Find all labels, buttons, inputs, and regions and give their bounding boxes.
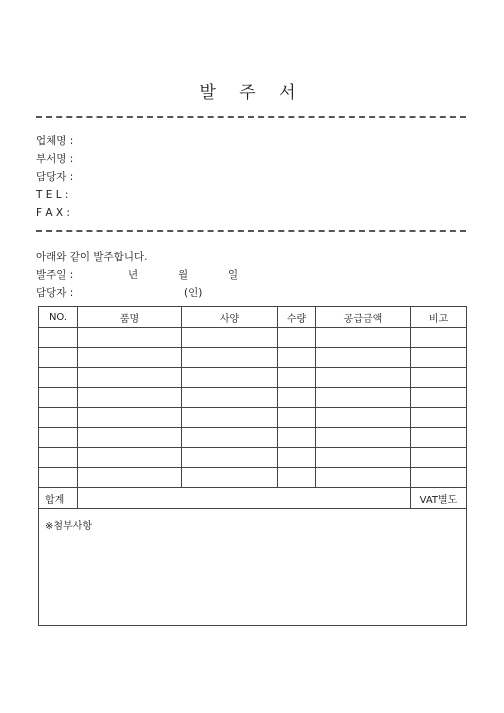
- header-no: NO.: [39, 307, 78, 328]
- table-cell[interactable]: [39, 388, 78, 408]
- attachment-cell[interactable]: [39, 509, 467, 626]
- table-row: [39, 468, 467, 488]
- table-cell[interactable]: [39, 468, 78, 488]
- table-cell[interactable]: [182, 368, 278, 388]
- table-cell[interactable]: [316, 328, 411, 348]
- table-cell[interactable]: [78, 468, 182, 488]
- table-cell[interactable]: [278, 328, 316, 348]
- attachment-label: ※첨부사항: [45, 521, 93, 532]
- table-cell[interactable]: [39, 428, 78, 448]
- table-cell[interactable]: [316, 408, 411, 428]
- table-cell[interactable]: [182, 328, 278, 348]
- order-date-day: 일: [228, 269, 239, 281]
- table-cell[interactable]: [78, 368, 182, 388]
- fax-label: F A X :: [36, 207, 70, 219]
- table-cell[interactable]: [278, 468, 316, 488]
- header-quantity: 수량: [278, 307, 316, 328]
- table-cell[interactable]: [39, 328, 78, 348]
- header-spec: 사양: [182, 307, 278, 328]
- table-cell[interactable]: [411, 348, 467, 368]
- table-cell[interactable]: [278, 348, 316, 368]
- order-date-month: 월: [178, 269, 189, 281]
- table-cell[interactable]: [278, 428, 316, 448]
- table-row: [39, 428, 467, 448]
- table-cell[interactable]: [78, 348, 182, 368]
- table-cell[interactable]: [39, 368, 78, 388]
- table-cell[interactable]: [316, 388, 411, 408]
- intro-text: 아래와 같이 발주합니다.: [36, 251, 148, 263]
- table-cell[interactable]: [39, 448, 78, 468]
- header-remarks: 비고: [411, 307, 467, 328]
- table-cell[interactable]: [182, 468, 278, 488]
- table-cell[interactable]: [182, 348, 278, 368]
- seal-mark: (인): [184, 287, 203, 299]
- table-cell[interactable]: [316, 368, 411, 388]
- table-header-row: [39, 307, 467, 328]
- table-row: [39, 388, 467, 408]
- order-date-label: 발주일 :: [36, 269, 74, 281]
- order-date-year: 년: [128, 269, 139, 281]
- table-cell[interactable]: [411, 328, 467, 348]
- table-cell[interactable]: [316, 468, 411, 488]
- document-title: 발 주 서: [199, 83, 305, 103]
- table-cell[interactable]: [278, 408, 316, 428]
- table-cell[interactable]: [78, 328, 182, 348]
- tel-label: T E L :: [36, 189, 69, 201]
- company-name-label: 업체명 :: [36, 135, 74, 147]
- table-cell[interactable]: [278, 448, 316, 468]
- table-cell[interactable]: [78, 388, 182, 408]
- table-cell[interactable]: [411, 468, 467, 488]
- table-cell[interactable]: [411, 408, 467, 428]
- total-row: [39, 488, 467, 509]
- table-cell[interactable]: [39, 348, 78, 368]
- header-supply-amount: 공급금액: [316, 307, 411, 328]
- vat-note: VAT별도: [411, 488, 467, 509]
- table-cell[interactable]: [411, 368, 467, 388]
- table-cell[interactable]: [316, 428, 411, 448]
- table-row: [39, 368, 467, 388]
- table-cell[interactable]: [182, 448, 278, 468]
- bottom-divider: [36, 230, 466, 232]
- table-cell[interactable]: [411, 428, 467, 448]
- department-label: 부서명 :: [36, 153, 74, 165]
- table-cell[interactable]: [182, 408, 278, 428]
- attachment-row: [39, 509, 467, 626]
- header-item-name: 품명: [78, 307, 182, 328]
- table-row: [39, 328, 467, 348]
- table-cell[interactable]: [78, 448, 182, 468]
- table-cell[interactable]: [316, 448, 411, 468]
- contact-person-label: 담당자 :: [36, 171, 74, 183]
- order-table: [38, 306, 467, 626]
- manager-label: 담당자 :: [36, 287, 74, 299]
- table-cell[interactable]: [78, 408, 182, 428]
- table-cell[interactable]: [182, 388, 278, 408]
- table-cell[interactable]: [278, 388, 316, 408]
- table-cell[interactable]: [411, 448, 467, 468]
- table-row: [39, 348, 467, 368]
- table-cell[interactable]: [316, 348, 411, 368]
- table-cell[interactable]: [78, 428, 182, 448]
- table-row: [39, 408, 467, 428]
- table-cell[interactable]: [39, 408, 78, 428]
- table-row: [39, 448, 467, 468]
- table-cell[interactable]: [278, 368, 316, 388]
- total-amount-cell[interactable]: [78, 488, 411, 509]
- top-divider: [36, 116, 466, 118]
- total-label: 합계: [39, 488, 78, 509]
- table-cell[interactable]: [411, 388, 467, 408]
- table-cell[interactable]: [182, 428, 278, 448]
